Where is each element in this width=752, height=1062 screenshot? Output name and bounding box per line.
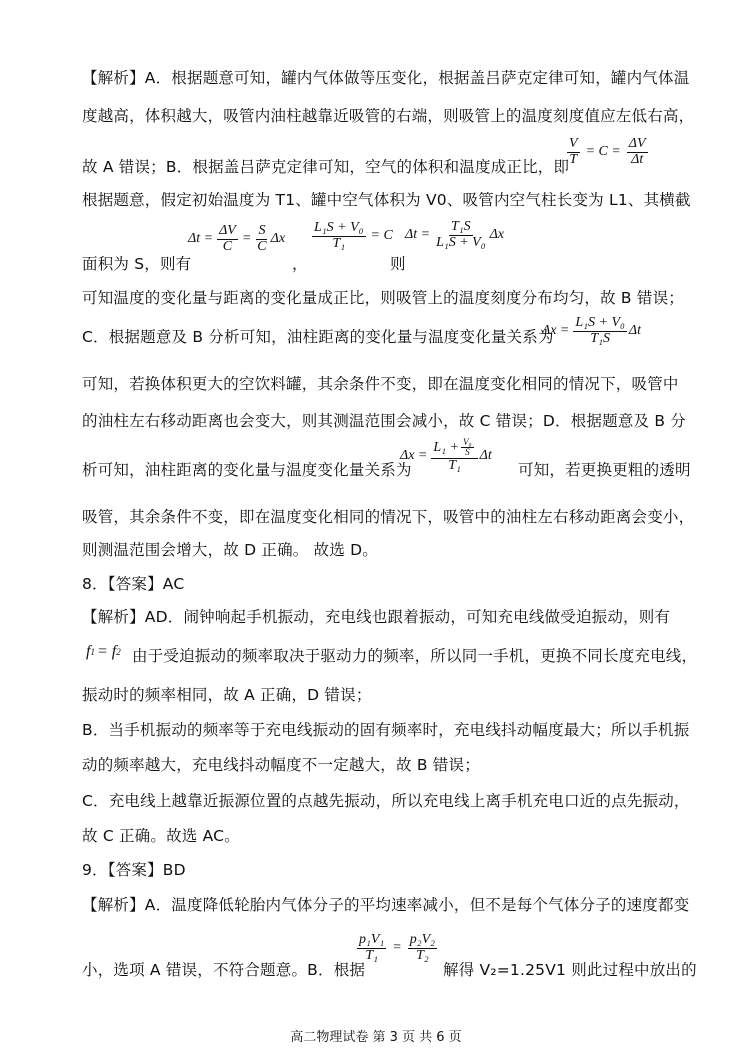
text-line-3: 故 A 错误；B．根据盖吕萨克定律可知，空气的体积和温度成正比，即	[82, 158, 570, 176]
text-line-10: 析可知，油柱距离的变化量与温度变化量关系为	[82, 461, 412, 479]
formula-dt-dx: Δt = $\frac{\text{T₁S}}{\text{L₁S + V₀}}$ Δx	[405, 219, 505, 250]
text-line-16: B．当手机振动的频率等于充电线振动的固有频率时，充电线抖动幅度最大；所以手机振	[82, 721, 690, 739]
text-line-11: 吸管，其余条件不变，即在温度变化相同的情况下，吸管中的油柱左右移动距离会变小，	[82, 508, 695, 526]
comma: ，	[292, 255, 308, 273]
text-then: 则	[390, 255, 406, 273]
formula-pv-t: $\frac{\text{p₁V₁}}{\text{T₁}}$ = $\frac{\text{p₂V₂}}{\text{T₂}}$	[359, 932, 436, 963]
text-line-21: 小，选项 A 错误，不符合题意。B．根据	[82, 961, 366, 979]
text-line-19: 故 C 正确。故选 AC。	[82, 827, 240, 845]
answer-8: 8．【答案】AC	[82, 575, 185, 593]
text-line-18: C．充电线上越靠近振源位置的点越先振动，所以充电线上离手机充电口近的点先振动，	[82, 792, 690, 810]
formula-gay-lussac: $\frac{V}{T}$ = C = $\frac{\Delta V}{\Delta t}$	[569, 136, 646, 167]
formula-l1s-v0-c: $\frac{\text{L₁S + V₀}}{\text{T₁}}$ = C	[314, 220, 393, 251]
text-line-8: 可知，若换体积更大的空饮料罐，其余条件不变，即在温度变化相同的情况下，吸管中	[82, 375, 679, 393]
text-line-5: 面积为 S，则有	[82, 255, 192, 273]
text-line-1: 【解析】A．根据题意可知，罐内气体做等压变化，根据盖吕萨克定律可知，罐内气体温	[82, 69, 690, 87]
answer-9: 9．【答案】BD	[82, 861, 186, 879]
formula-dx-dt-2: Δx = L₁ + $\frac{\text{V₀}}{S}$ T₁ Δt	[400, 437, 492, 473]
text-line-9: 的油柱左右移动距离也会变大，则其测温范围会减小，故 C 错误；D．根据题意及 B 分	[82, 412, 687, 430]
text-line-7: C．根据题意及 B 分析可知，油柱距离的变化量与温度变化量关系为	[82, 328, 554, 346]
text-line-2: 度越高，体积越大，吸管内油柱越靠近吸管的右端，则吸管上的温度刻度值应左低右高，	[82, 107, 695, 125]
text-line-20: 【解析】A．温度降低轮胎内气体分子的平均速率减小，但不是每个气体分子的速度都变	[82, 896, 690, 914]
page-footer: 高二物理试卷 第 3 页 共 6 页	[290, 1030, 462, 1045]
text-line-14: 由于受迫振动的频率取决于驱动力的频率，所以同一手机，更换不同长度充电线，	[132, 647, 698, 665]
text-line-10b: 可知，若更换更粗的透明	[518, 461, 691, 479]
formula-dx-dt-1: Δx = $\frac{\text{L₁S + V₀}}{\text{T₁S}}$ Δt	[542, 315, 642, 346]
text-line-6: 可知温度的变化量与距离的变化量成正比，则吸管上的温度刻度分布均匀，故 B 错误；	[82, 289, 684, 307]
text-line-12: 则测温范围会增大，故 D 正确。 故选 D。	[82, 541, 378, 559]
text-line-4: 根据题意，假定初始温度为 T1、罐中空气体积为 V0、吸管内空气柱长变为 L1、其横截	[82, 191, 691, 209]
text-line-17: 动的频率越大，充电线抖动幅度不一定越大，故 B 错误；	[82, 756, 480, 774]
formula-f1-f2: f 1 = f 2	[86, 643, 121, 660]
text-line-21b: 解得 V₂=1.25V1 则此过程中放出的	[443, 961, 697, 979]
formula-dt-dv: Δt = $\frac{\Delta V}{C}$ = $\frac{S}{C}$ Δx	[188, 223, 286, 254]
text-line-15: 振动时的频率相同，故 A 正确，D 错误；	[82, 686, 372, 704]
text-line-13: 【解析】AD．闹钟响起手机振动，充电线也跟着振动，可知充电线做受迫振动，则有	[82, 608, 671, 626]
